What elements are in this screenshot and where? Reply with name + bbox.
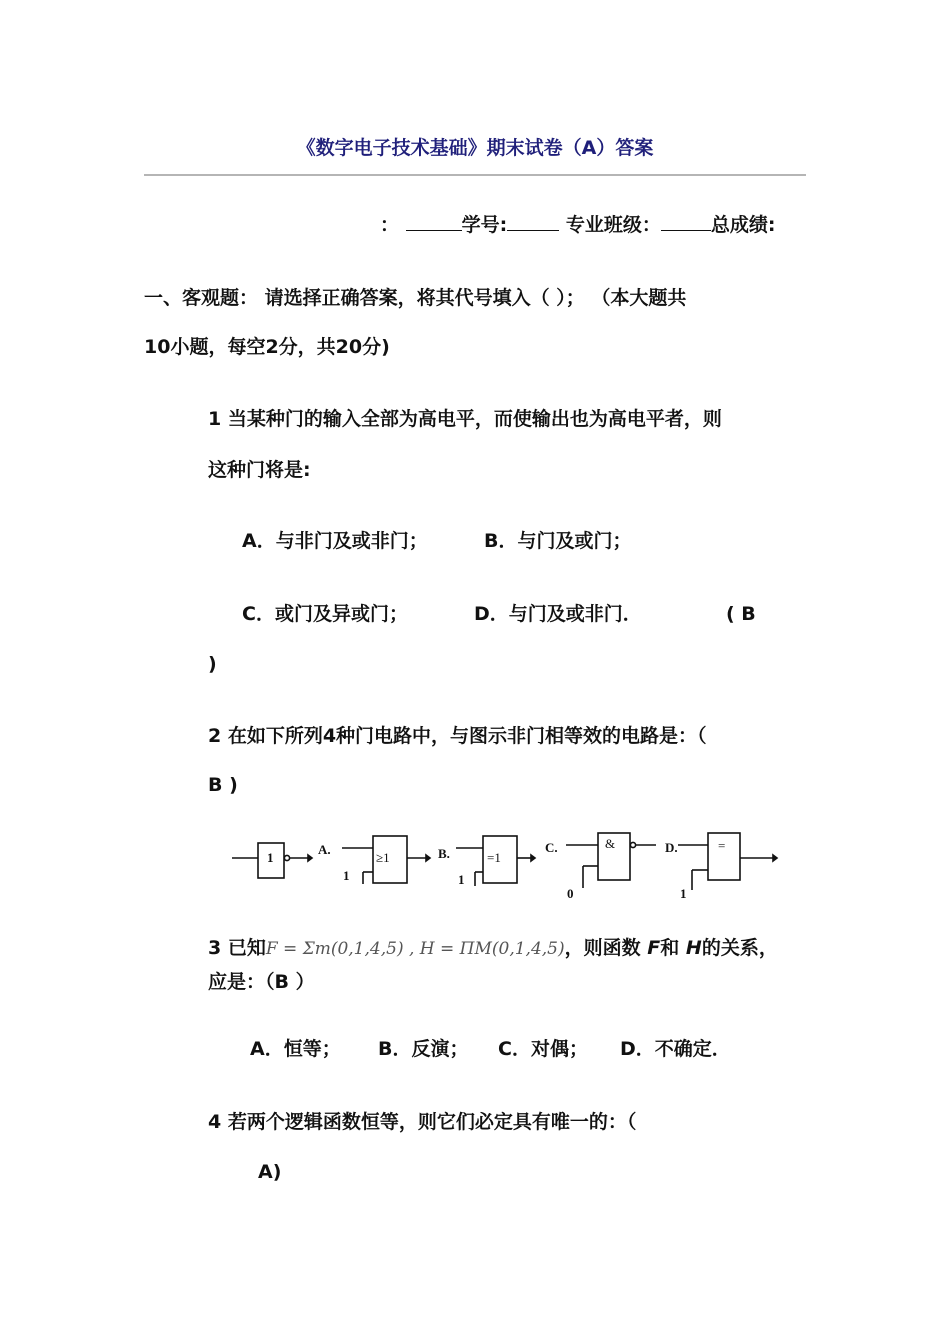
q3-option-b: B．反演； — [378, 1038, 469, 1060]
gate-c-input: 0 — [567, 886, 574, 901]
q1-option-c: C．或门及异或门； — [242, 603, 408, 625]
q3-formula: F = Σm(0,1,4,5) , H = ΠM(0,1,4,5) — [265, 939, 565, 959]
q4-line2: A) — [258, 1161, 282, 1183]
gate-a-label: A. — [318, 842, 331, 857]
name-blank — [406, 214, 462, 231]
q3-suffix-b: 和 — [660, 937, 680, 959]
q3-option-d: D．不确定． — [620, 1038, 731, 1060]
reference-gate-symbol: 1 — [267, 850, 274, 865]
gate-b-label: B. — [438, 846, 450, 861]
q3-var-h: H — [685, 937, 702, 959]
student-id-blank — [507, 214, 559, 231]
q4-line1: 4 若两个逻辑函数恒等，则它们必定具有唯一的：（ — [208, 1111, 637, 1133]
q3-suffix-a: ，则函数 — [564, 937, 641, 959]
q3-line2: 应是：（B ） — [208, 971, 315, 993]
gate-a-symbol: ≥1 — [376, 850, 390, 865]
q1-answer: ( B — [726, 603, 756, 625]
gate-d-symbol: = — [718, 838, 726, 853]
gate-c-symbol: & — [605, 836, 616, 851]
q1-line1: 1 当某种门的输入全部为高电平，而使输出也为高电平者，则 — [208, 408, 722, 430]
title-divider — [144, 174, 806, 176]
gate-d-input: 1 — [680, 886, 687, 901]
gate-circuit-figure — [230, 826, 790, 904]
gate-d — [678, 833, 777, 890]
q3-option-c: C．对偶； — [498, 1038, 588, 1060]
class-blank — [661, 214, 711, 231]
student-id-label: 学号: — [461, 214, 508, 236]
q1-answer-close: ) — [208, 653, 217, 675]
q3-var-f: F — [647, 937, 661, 959]
q1-option-d: D．与门及或非门． — [474, 603, 642, 625]
gate-c-label: C. — [545, 840, 558, 855]
q2-line2: B ) — [208, 774, 238, 796]
gate-b-symbol: =1 — [487, 850, 501, 865]
header-fields — [380, 213, 776, 237]
gate-d-label: D. — [665, 840, 678, 855]
gate-b-input: 1 — [458, 872, 465, 887]
q1-line2: 这种门将是: — [208, 459, 311, 481]
gate-a-input: 1 — [343, 868, 350, 883]
header-colon: ： — [380, 214, 400, 236]
section1-line1: 一、客观题： 请选择正确答案，将其代号填入（ ）； （本大题共 — [144, 287, 687, 309]
class-label: 专业班级： — [565, 214, 661, 236]
page-title: 《数字电子技术基础》期末试卷（A）答案 — [296, 137, 654, 159]
q3-prefix: 3 已知 — [208, 937, 266, 959]
q2-line1: 2 在如下所列4种门电路中，与图示非门相等效的电路是：（ — [208, 725, 707, 747]
q1-option-a: A．与非门及或非门； — [242, 530, 428, 552]
q1-option-b: B．与门及或门； — [484, 530, 632, 552]
total-score-label: 总成绩: — [710, 214, 776, 236]
q3-option-a: A．恒等； — [250, 1038, 341, 1060]
q3-suffix-c: 的关系， — [701, 937, 778, 959]
section1-line2: 10小题，每空2分，共20分) — [144, 336, 390, 358]
q3-line1 — [208, 936, 778, 961]
